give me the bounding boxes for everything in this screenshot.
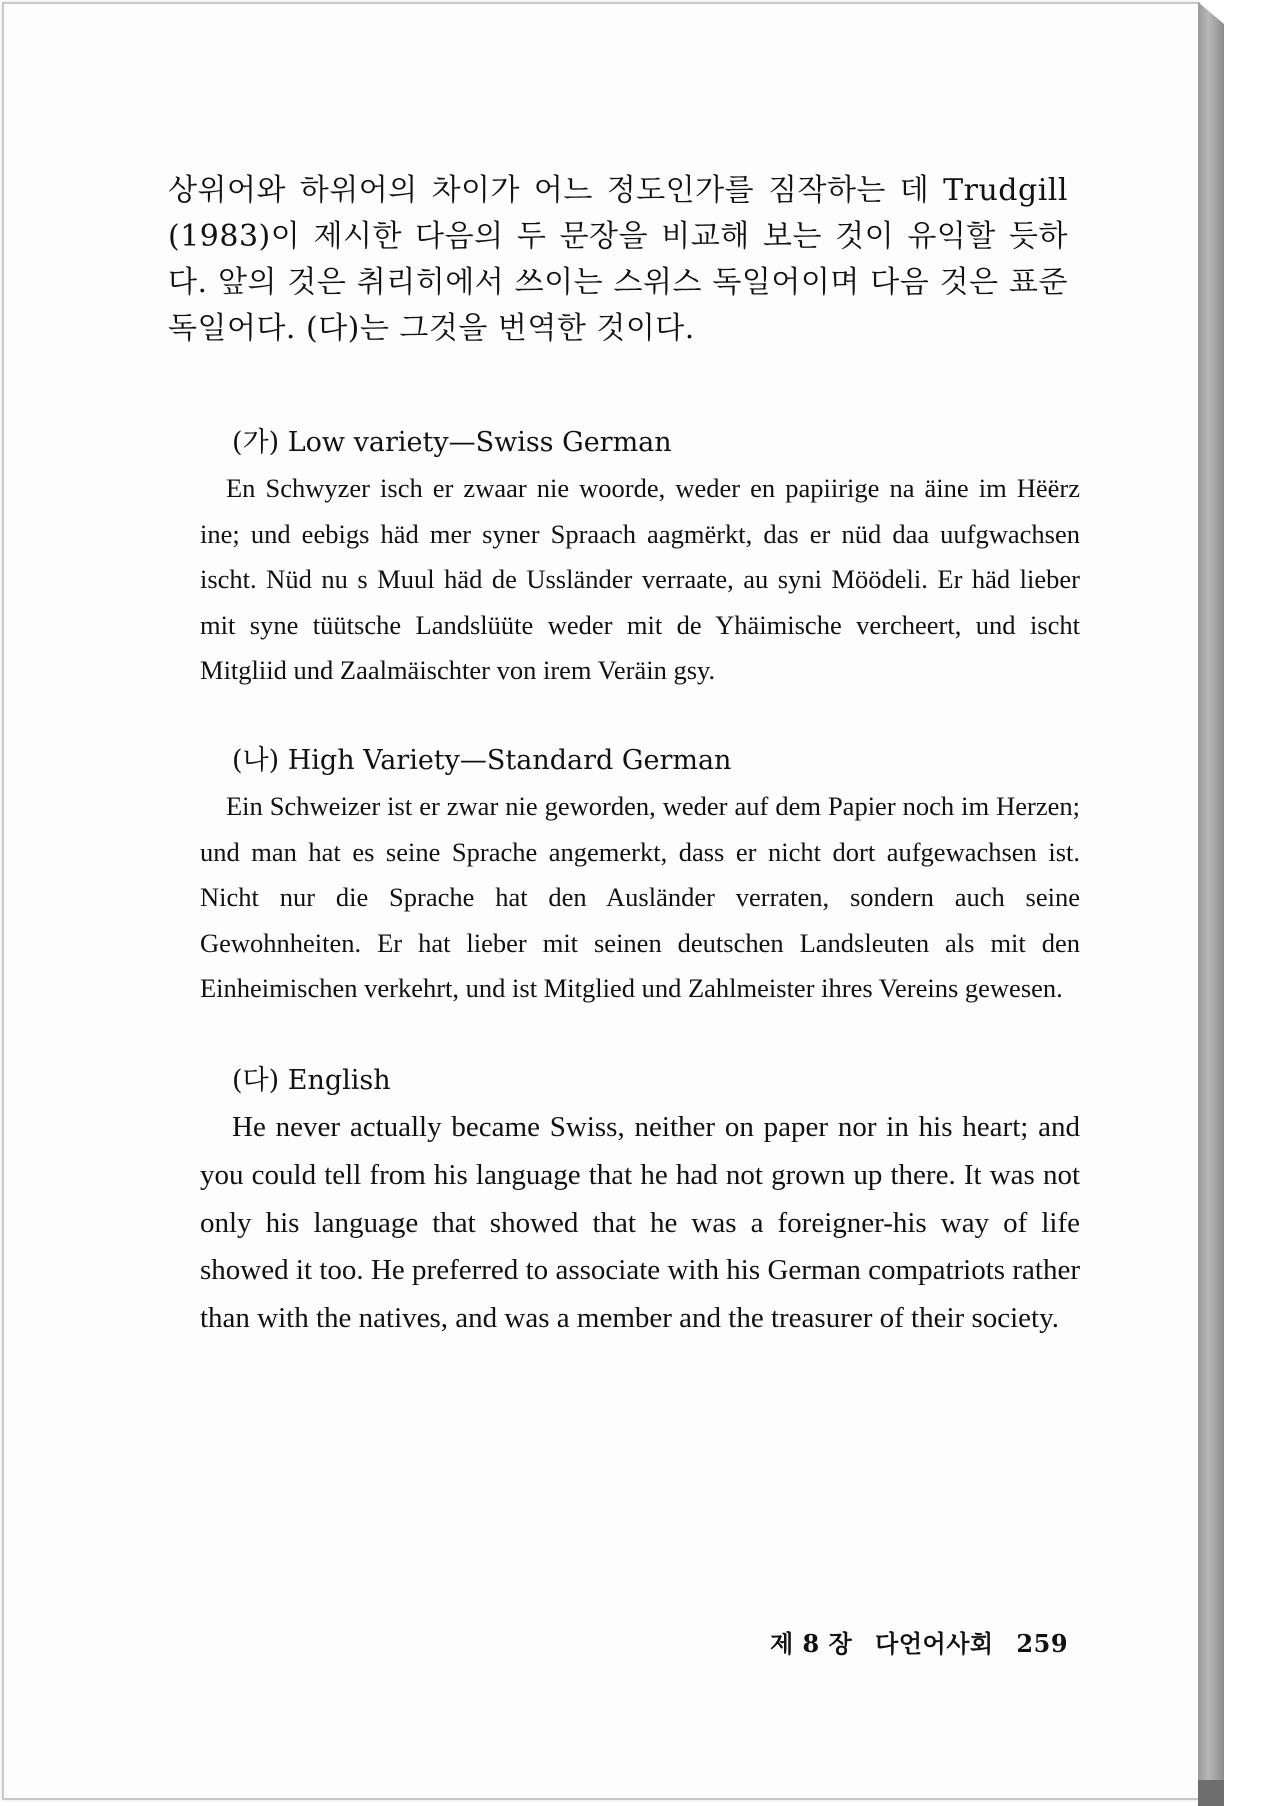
chapter-title: 다언어사회 <box>875 1629 994 1658</box>
chapter-number: 제 8 장 <box>770 1629 853 1658</box>
section-swiss-german <box>200 420 1080 694</box>
page-edge <box>1198 2 1224 1802</box>
section-label: (나) High Variety—Standard German <box>232 745 732 776</box>
section-label: (가) Low variety—Swiss German <box>232 427 672 458</box>
section-label: (다) English <box>232 1065 391 1096</box>
section-text: He never actually became Swiss, neither on paper nor in his heart; and you could tell from his language that he had not grown up there. It was not only his language that showed that he was a foreigner-his way of life showed it too. He preferred to associate with his German compatriots rather than with the natives, and was a member and the treasurer of their society. <box>200 1111 1080 1335</box>
page-edge-shadow <box>1198 1780 1224 1806</box>
section-text: En Schwyzer isch er zwaar nie woorde, weder en papiirige na äine im Hëërz ine; und eebigs häd mer syner Spraach aagmërkt, das er nüd daa uufgwachsen ischt. Nüd nu s Muul häd de Ussländer verraate, au syni Möödeli. Er häd lieber mit syne tüütsche Landslüüte weder mit de Yhäimische vercheert, und ischt Mitgliid und Zaalmäischter von irem Veräin gsy. <box>200 473 1080 685</box>
section-text: Ein Schweizer ist er zwar nie geworden, weder auf dem Papier noch im Herzen; und man hat es seine Sprache angemerkt, dass er nicht dort aufgewachsen ist. Nicht nur die Sprache hat den Ausländer verraten, sondern auch seine Gewohnheiten. Er hat lieber mit seinen deutschen Landsleuten als mit den Einheimischen verkehrt, und ist Mitglied und Zahlmeister ihres Vereins gewesen. <box>200 791 1080 1003</box>
section-standard-german <box>200 738 1080 1012</box>
intro-paragraph: 상위어와 하위어의 차이가 어느 정도인가를 짐작하는 데 Trudgill (1983)이 제시한 다음의 두 문장을 비교해 보는 것이 유익할 듯하다. 앞의 것은 취리히에서 쓰이는 스위스 독일어이며 다음 것은 표준 독일어다. (다)는 그것을 번역한 것이다. <box>168 173 1068 346</box>
page-footer <box>770 1624 1082 1659</box>
page-number: 259 <box>1016 1629 1069 1658</box>
section-english <box>200 1058 1080 1343</box>
